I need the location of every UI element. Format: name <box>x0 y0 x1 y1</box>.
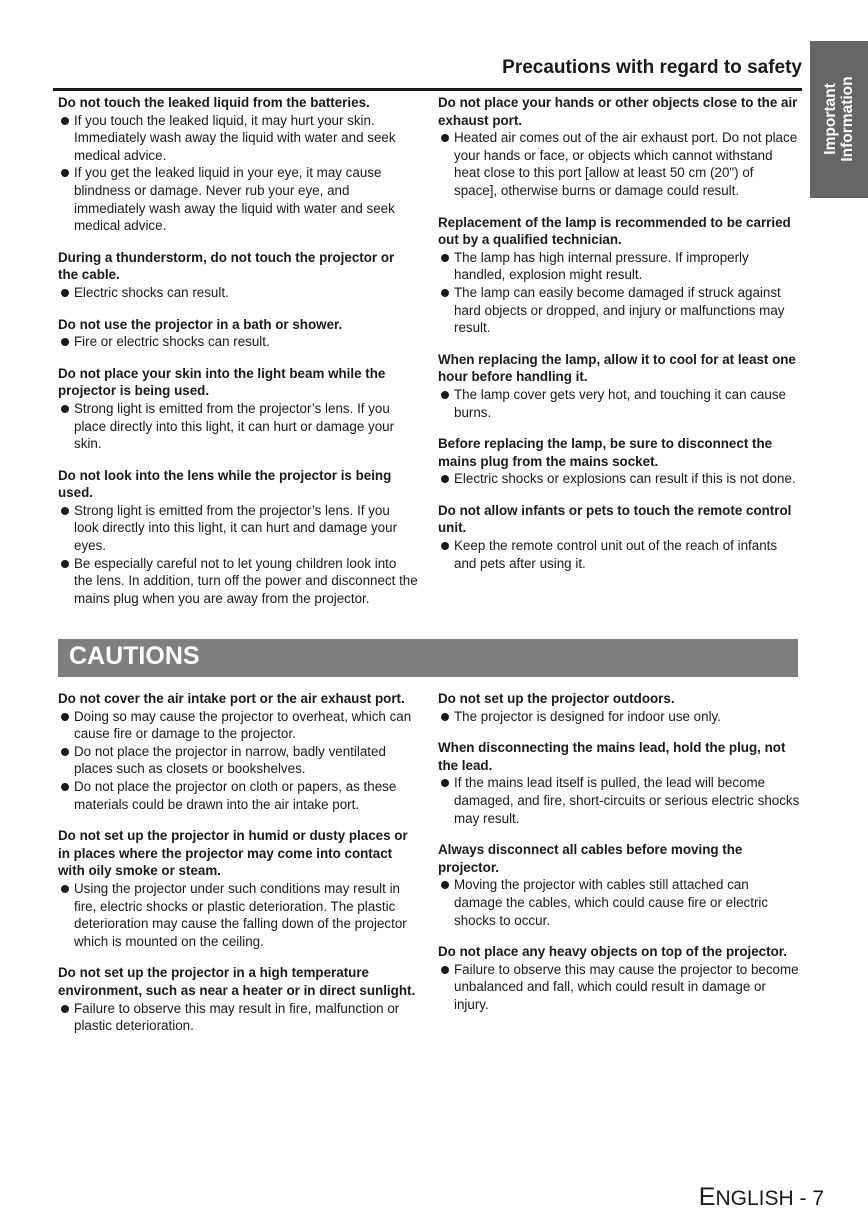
bullet-text: Moving the projector with cables still attached can damage the cables, which could cause fire or electric shocks to occur. <box>454 877 769 928</box>
bullet-list <box>438 961 800 1014</box>
bullet-dot-icon <box>61 783 69 791</box>
section-heading: During a thunderstorm, do not touch the projector or the cable. <box>58 249 395 283</box>
bullet-dot-icon <box>61 117 69 125</box>
safety-section <box>58 690 418 813</box>
safety-section <box>58 94 418 235</box>
bullet-text: Using the projector under such conditions may result in fire, electric shocks or plastic deterioration. The plastic deterioration may cause the falling down of the projector which is mounted on the ceiling. <box>74 880 407 949</box>
safety-section <box>58 827 418 950</box>
bullet-dot-icon <box>441 475 449 483</box>
bullet-dot-icon <box>61 338 69 346</box>
bullet-list <box>438 386 800 421</box>
bullet-dot-icon <box>61 1005 69 1013</box>
bullet-item <box>58 708 418 743</box>
section-heading: When disconnecting the mains lead, hold the plug, not the lead. <box>438 740 786 773</box>
bullet-item <box>438 129 800 199</box>
bullet-dot-icon <box>61 289 69 297</box>
bullet-text: Fire or electric shocks can result. <box>74 334 270 350</box>
cautions-banner <box>58 639 798 677</box>
bullet-list <box>58 112 418 235</box>
bullet-dot-icon <box>441 289 449 297</box>
bullet-text: If you get the leaked liquid in your eye, it may cause blindness or damage. Never rub your eye, and immediately wash away the liquid with water and seek medical advice. <box>74 165 395 234</box>
bullet-dot-icon <box>441 779 449 787</box>
footer-page-label: NGLISH - 7 <box>715 1187 824 1210</box>
safety-section <box>58 316 418 351</box>
bullet-item <box>438 708 800 726</box>
section-heading: Do not place your hands or other objects close to the air exhaust port. <box>438 95 798 128</box>
side-tab-important-information <box>810 41 868 198</box>
bullet-text: Failure to observe this may result in fire, malfunction or plastic deterioration. <box>74 1000 400 1034</box>
footer-first-letter: E <box>698 1183 716 1211</box>
bullet-text: Heated air comes out of the air exhaust port. Do not place your hands or face, or objects which cannot withstand heat close to this port [allow at least 50 cm (20") of space], otherwise burns or damage could result. <box>454 130 798 198</box>
bullet-dot-icon <box>61 713 69 721</box>
side-tab-line2: Information <box>839 76 856 162</box>
safety-section <box>58 964 418 1034</box>
bullet-text: The lamp has high internal pressure. If improperly handled, explosion might result. <box>454 249 749 283</box>
bullet-item <box>438 386 800 421</box>
bullet-list <box>438 876 800 929</box>
side-tab-line1: Important <box>822 83 839 155</box>
safety-section <box>438 351 800 421</box>
section-heading: Do not cover the air intake port or the air exhaust port. <box>58 691 405 706</box>
bullet-list <box>438 129 800 199</box>
bullet-dot-icon <box>61 885 69 893</box>
bullet-text: Do not place the projector in narrow, badly ventilated places such as closets or bookshelves. <box>74 743 386 777</box>
page-footer <box>699 1183 824 1212</box>
bullet-dot-icon <box>441 966 449 974</box>
bullet-list <box>58 708 418 814</box>
bullet-text: The lamp cover gets very hot, and touching it can cause burns. <box>454 386 786 420</box>
bullet-dot-icon <box>61 748 69 756</box>
bullet-text: Strong light is emitted from the projector’s lens. If you place directly into this light, it can hurt or damage your skin. <box>74 400 395 452</box>
section-heading: Do not place your skin into the light beam while the projector is being used. <box>58 365 386 399</box>
bullet-list <box>438 774 800 827</box>
side-tab-label <box>822 76 856 161</box>
bullet-text: Electric shocks can result. <box>74 284 229 300</box>
bullet-list <box>58 502 418 608</box>
section-heading: Do not set up the projector in humid or dusty places or in places where the projector may come into contact with oily smoke or steam. <box>58 828 408 879</box>
section-heading: Do not set up the projector outdoors. <box>438 691 675 706</box>
bullet-text: Be especially careful not to let young children look into the lens. In addition, turn off the power and disconnect the mains plug when you are away from the projector. <box>74 555 418 606</box>
safety-section <box>58 467 418 608</box>
bullet-item <box>58 743 418 778</box>
bullet-text: Doing so may cause the projector to overheat, which can cause fire or damage to the projector. <box>74 708 412 742</box>
bullet-item <box>438 774 800 827</box>
bullet-item <box>438 249 800 284</box>
bullet-item <box>58 164 418 234</box>
bullet-dot-icon <box>61 507 69 515</box>
bullet-dot-icon <box>61 405 69 413</box>
bullet-text: If you touch the leaked liquid, it may hurt your skin. Immediately wash away the liquid with water and seek medical advice. <box>74 112 396 163</box>
bullet-dot-icon <box>441 713 449 721</box>
bullet-list <box>438 708 800 726</box>
bullet-list <box>58 1000 418 1035</box>
bullet-item <box>58 112 418 165</box>
bullet-list <box>58 333 418 351</box>
bullet-item <box>58 400 418 453</box>
page-header-title: Precautions with regard to safety <box>502 57 802 78</box>
bullet-list <box>58 284 418 302</box>
bullet-dot-icon <box>441 254 449 262</box>
section-heading: Before replacing the lamp, be sure to disconnect the mains plug from the mains socket. <box>438 436 773 469</box>
bullet-dot-icon <box>441 134 449 142</box>
bullet-list <box>438 537 800 572</box>
bullet-item <box>438 284 800 337</box>
bullet-text: The projector is designed for indoor use only. <box>454 708 721 724</box>
bullet-item <box>58 555 418 608</box>
bullet-item <box>58 502 418 555</box>
bullet-dot-icon <box>61 560 69 568</box>
safety-section <box>438 739 800 827</box>
section-heading: When replacing the lamp, allow it to cool for at least one hour before handling it. <box>438 351 796 385</box>
safety-section <box>438 841 800 929</box>
warnings-right-column <box>438 94 800 586</box>
bullet-text: Strong light is emitted from the projector’s lens. If you look directly into this light, it can hurt and damage your eyes. <box>74 502 398 554</box>
cautions-right-column <box>438 690 800 1028</box>
bullet-item <box>438 537 800 572</box>
section-heading: Do not set up the projector in a high temperature environment, such as near a heater or in direct sunlight. <box>58 965 416 998</box>
safety-section <box>58 249 418 302</box>
bullet-list <box>438 249 800 337</box>
bullet-dot-icon <box>441 542 449 550</box>
bullet-text: Electric shocks or explosions can result if this is not done. <box>454 471 796 487</box>
bullet-text: The lamp can easily become damaged if struck against hard objects or dropped, and injury or malfunctions may result. <box>454 284 785 336</box>
bullet-dot-icon <box>61 169 69 177</box>
section-heading: Do not use the projector in a bath or shower. <box>58 316 343 332</box>
safety-section <box>438 502 800 572</box>
bullet-dot-icon <box>441 881 449 889</box>
bullet-item <box>438 470 800 488</box>
section-heading: Do not place any heavy objects on top of the projector. <box>438 944 787 960</box>
section-heading: Do not allow infants or pets to touch the remote control unit. <box>438 502 792 536</box>
section-heading: Always disconnect all cables before moving the projector. <box>438 842 743 875</box>
safety-section <box>438 94 800 200</box>
bullet-text: Failure to observe this may cause the projector to become unbalanced and fall, which could result in damage or injury. <box>454 961 799 1012</box>
cautions-title: CAUTIONS <box>69 642 200 670</box>
cautions-left-column <box>58 690 418 1049</box>
safety-section <box>58 365 418 453</box>
safety-section <box>438 435 800 488</box>
bullet-item <box>58 778 418 813</box>
bullet-text: Do not place the projector on cloth or papers, as these materials could be drawn into the air intake port. <box>74 778 397 812</box>
bullet-list <box>438 470 800 488</box>
bullet-text: If the mains lead itself is pulled, the lead will become damaged, and fire, short-circuits or serious electric shocks may result. <box>454 775 800 826</box>
bullet-text: Keep the remote control unit out of the reach of infants and pets after using it. <box>454 538 778 571</box>
bullet-item <box>438 876 800 929</box>
bullet-list <box>58 880 418 950</box>
bullet-item <box>58 284 418 302</box>
bullet-item <box>58 333 418 351</box>
bullet-item <box>58 1000 418 1035</box>
bullet-item <box>58 880 418 950</box>
safety-section <box>438 690 800 725</box>
bullet-list <box>58 400 418 453</box>
safety-section <box>438 943 800 1013</box>
section-heading: Replacement of the lamp is recommended to be carried out by a qualified technician. <box>438 214 791 248</box>
section-heading: Do not look into the lens while the projector is being used. <box>58 467 392 501</box>
section-heading: Do not touch the leaked liquid from the batteries. <box>58 95 370 110</box>
warnings-left-column <box>58 94 418 621</box>
header-rule <box>53 88 802 91</box>
bullet-item <box>438 961 800 1014</box>
bullet-dot-icon <box>441 391 449 399</box>
safety-section <box>438 214 800 337</box>
